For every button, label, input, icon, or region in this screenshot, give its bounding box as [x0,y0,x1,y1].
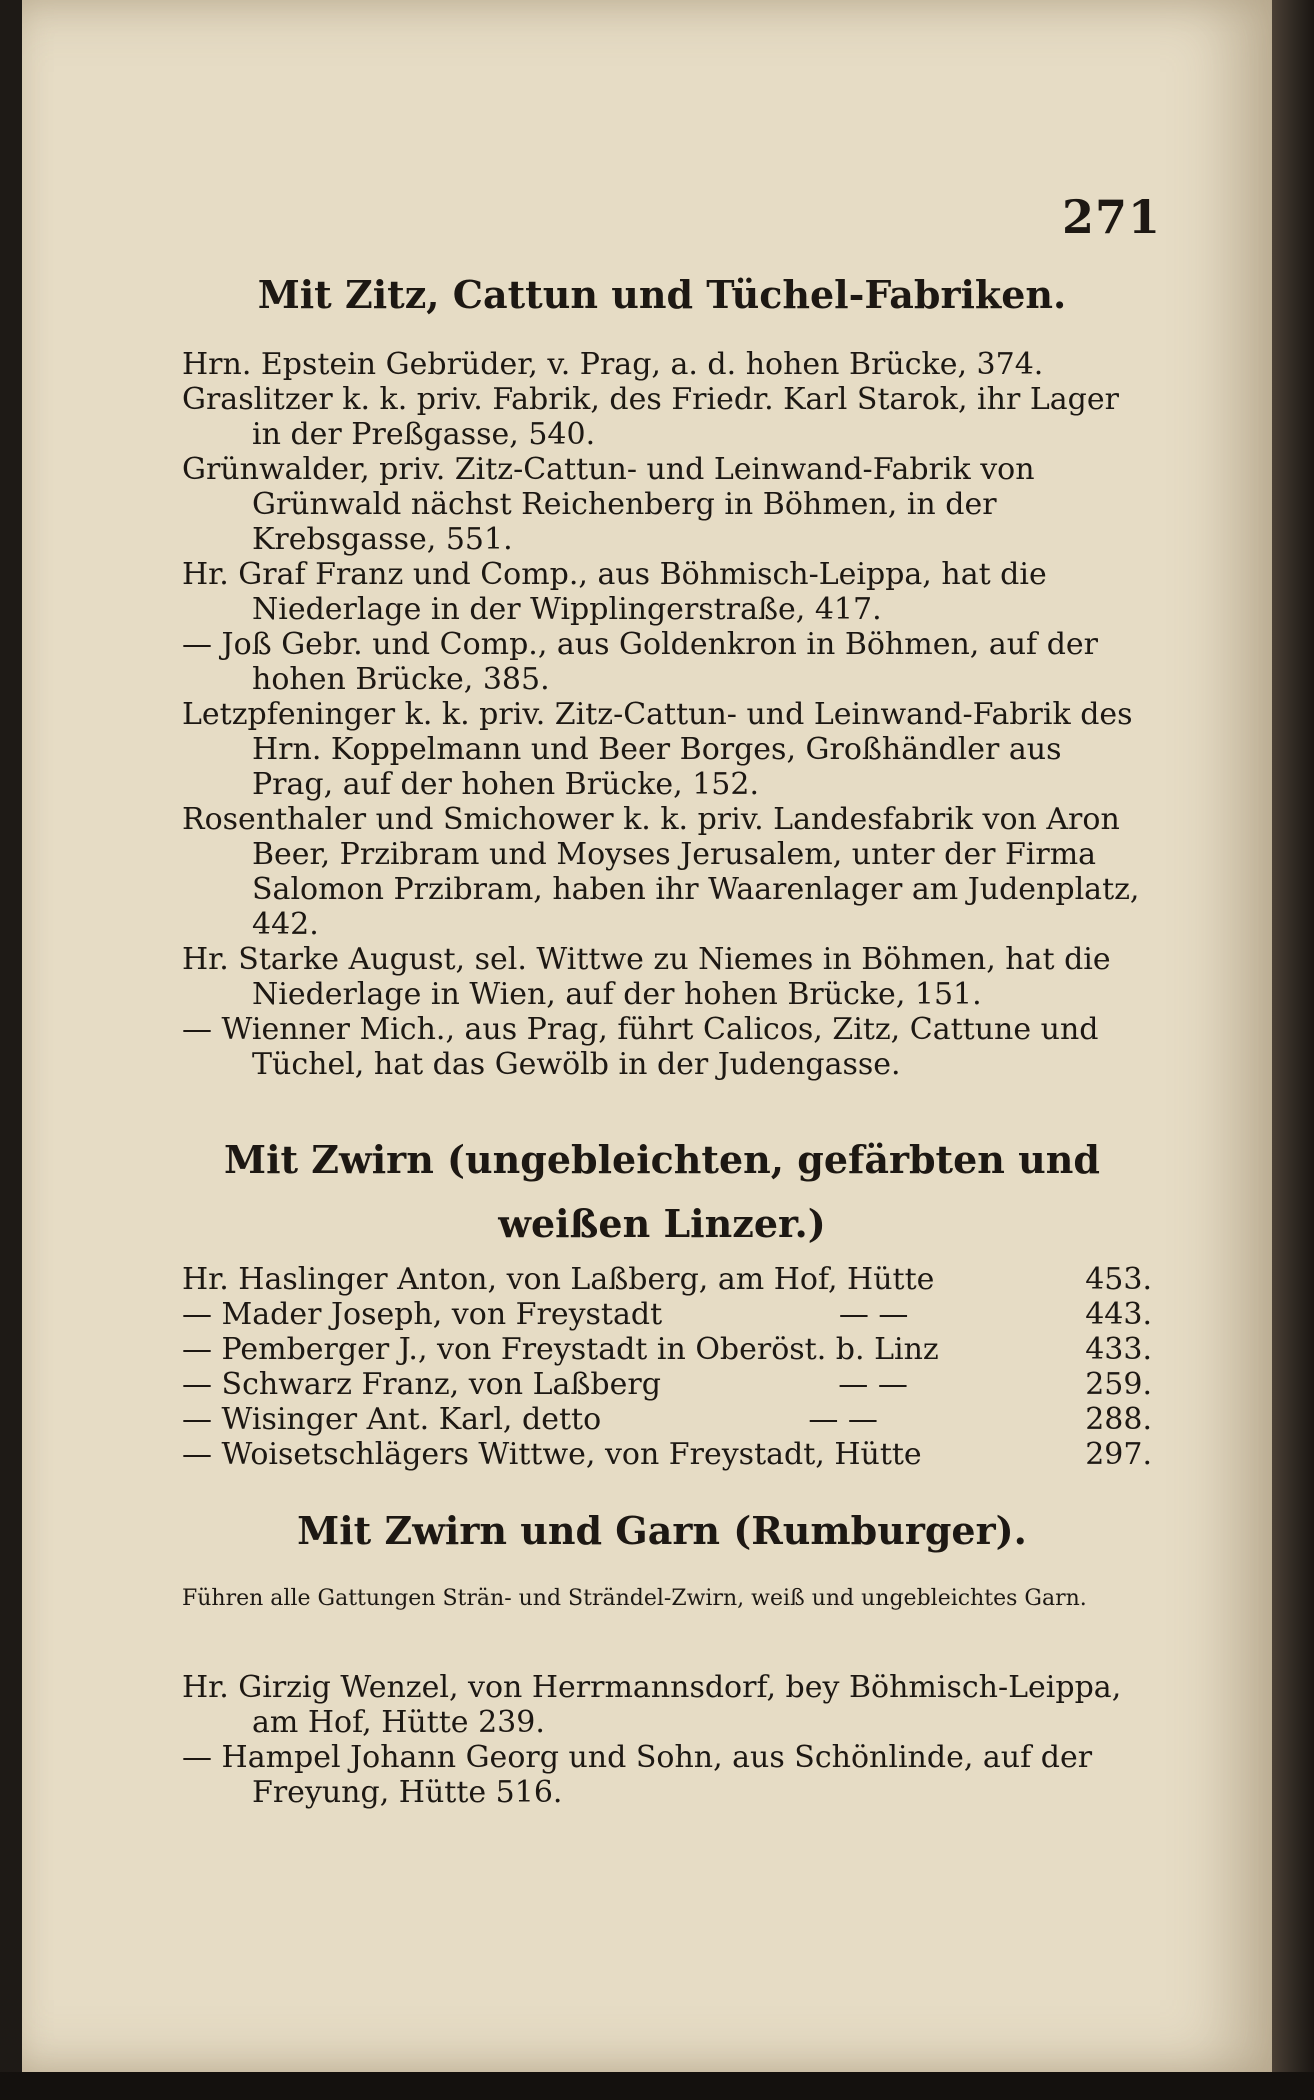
row-name: — Pemberger J., von Freystadt in Oberöst. b. Linz [182,1332,939,1367]
list-item: Grünwalder, priv. Zitz-Cattun- und Leinwand-Fabrik von Grünwald nächst Reichenberg in Böhmen, in der Krebsgasse, 551. [182,452,1035,557]
row-value: 297. [1085,1437,1152,1472]
table-row [182,1332,1152,1367]
book-page [22,0,1272,2072]
book-edge [1272,0,1314,2100]
row-value: 453. [1085,1262,1152,1297]
row-name: — Mader Joseph, von Freystadt [182,1297,663,1332]
row-value: 259. [1085,1367,1152,1402]
row-value: 443. [1085,1297,1152,1332]
row-name: Hr. Haslinger Anton, von Laßberg, am Hof, Hütte [182,1262,935,1297]
row-name: — Woisetschlägers Wittwe, von Freystadt, Hütte [182,1437,922,1472]
table-row [182,1437,1152,1472]
table-row [182,1367,1152,1402]
page-bottom-edge [0,2072,1314,2100]
list-item: Rosenthaler und Smichower k. k. priv. Landesfabrik von Aron Beer, Przibram und Moyses Jerusalem, unter der Firma Salomon Przibram, haben ihr Waarenlager am Judenplatz, 442. [182,802,1140,942]
entry-list-zwirn-garn [182,1670,1152,1810]
list-item: Letzpfeninger k. k. priv. Zitz-Cattun- und Leinwand-Fabrik des Hrn. Koppelmann und Beer Borges, Großhändler aus Prag, auf der hohen Brücke, 152. [182,697,1133,802]
row-dashes: — — [808,1402,878,1437]
section-note: Führen alle Gattungen Strän- und Strändel-Zwirn, weiß und ungebleichtes Garn. [182,1586,1087,1611]
row-value: 288. [1085,1402,1152,1437]
list-item: Hr. Graf Franz und Comp., aus Böhmisch-Leippa, hat die Niederlage in der Wipplingerstraße, 417. [182,557,1047,627]
list-item: Hr. Girzig Wenzel, von Herrmannsdorf, bey Böhmisch-Leippa, am Hof, Hütte 239. [182,1670,1122,1740]
section-heading-zitz-cattun: Mit Zitz, Cattun und Tüchel-Fabriken. [257,272,1067,317]
entry-list-zwirn-linzer [182,1262,1152,1472]
section-heading-zwirn-linzer: Mit Zwirn (ungebleichten, gefärbten und weißen Linzer.) [224,1137,1100,1246]
section-heading-zwirn-garn: Mit Zwirn und Garn (Rumburger). [297,1508,1027,1553]
list-item: — Wienner Mich., aus Prag, führt Calicos, Zitz, Cattune und Tüchel, hat das Gewölb in der Judengasse. [182,1012,1099,1082]
list-item: Hr. Starke August, sel. Wittwe zu Niemes in Böhmen, hat die Niederlage in Wien, auf der hohen Brücke, 151. [182,942,1111,1012]
table-row [182,1297,1152,1332]
row-name: — Schwarz Franz, von Laßberg [182,1367,661,1402]
row-value: 433. [1085,1332,1152,1367]
list-item: — Hampel Johann Georg und Sohn, aus Schönlinde, auf der Freyung, Hütte 516. [182,1740,1093,1810]
row-dashes: — — [838,1367,908,1402]
page-number: 271 [1062,190,1162,244]
list-item: — Joß Gebr. und Comp., aus Goldenkron in Böhmen, auf der hohen Brücke, 385. [182,627,1098,697]
list-item: Hrn. Epstein Gebrüder, v. Prag, a. d. hohen Brücke, 374. [182,347,1044,382]
row-name: — Wisinger Ant. Karl, detto [182,1402,602,1437]
entry-list-zitz-cattun [182,347,1152,1082]
row-dashes: — — [838,1297,909,1332]
table-row [182,1402,1152,1437]
table-row [182,1262,1152,1297]
list-item: Graslitzer k. k. priv. Fabrik, des Friedr. Karl Starok, ihr Lager in der Preßgasse, 540. [182,382,1119,452]
